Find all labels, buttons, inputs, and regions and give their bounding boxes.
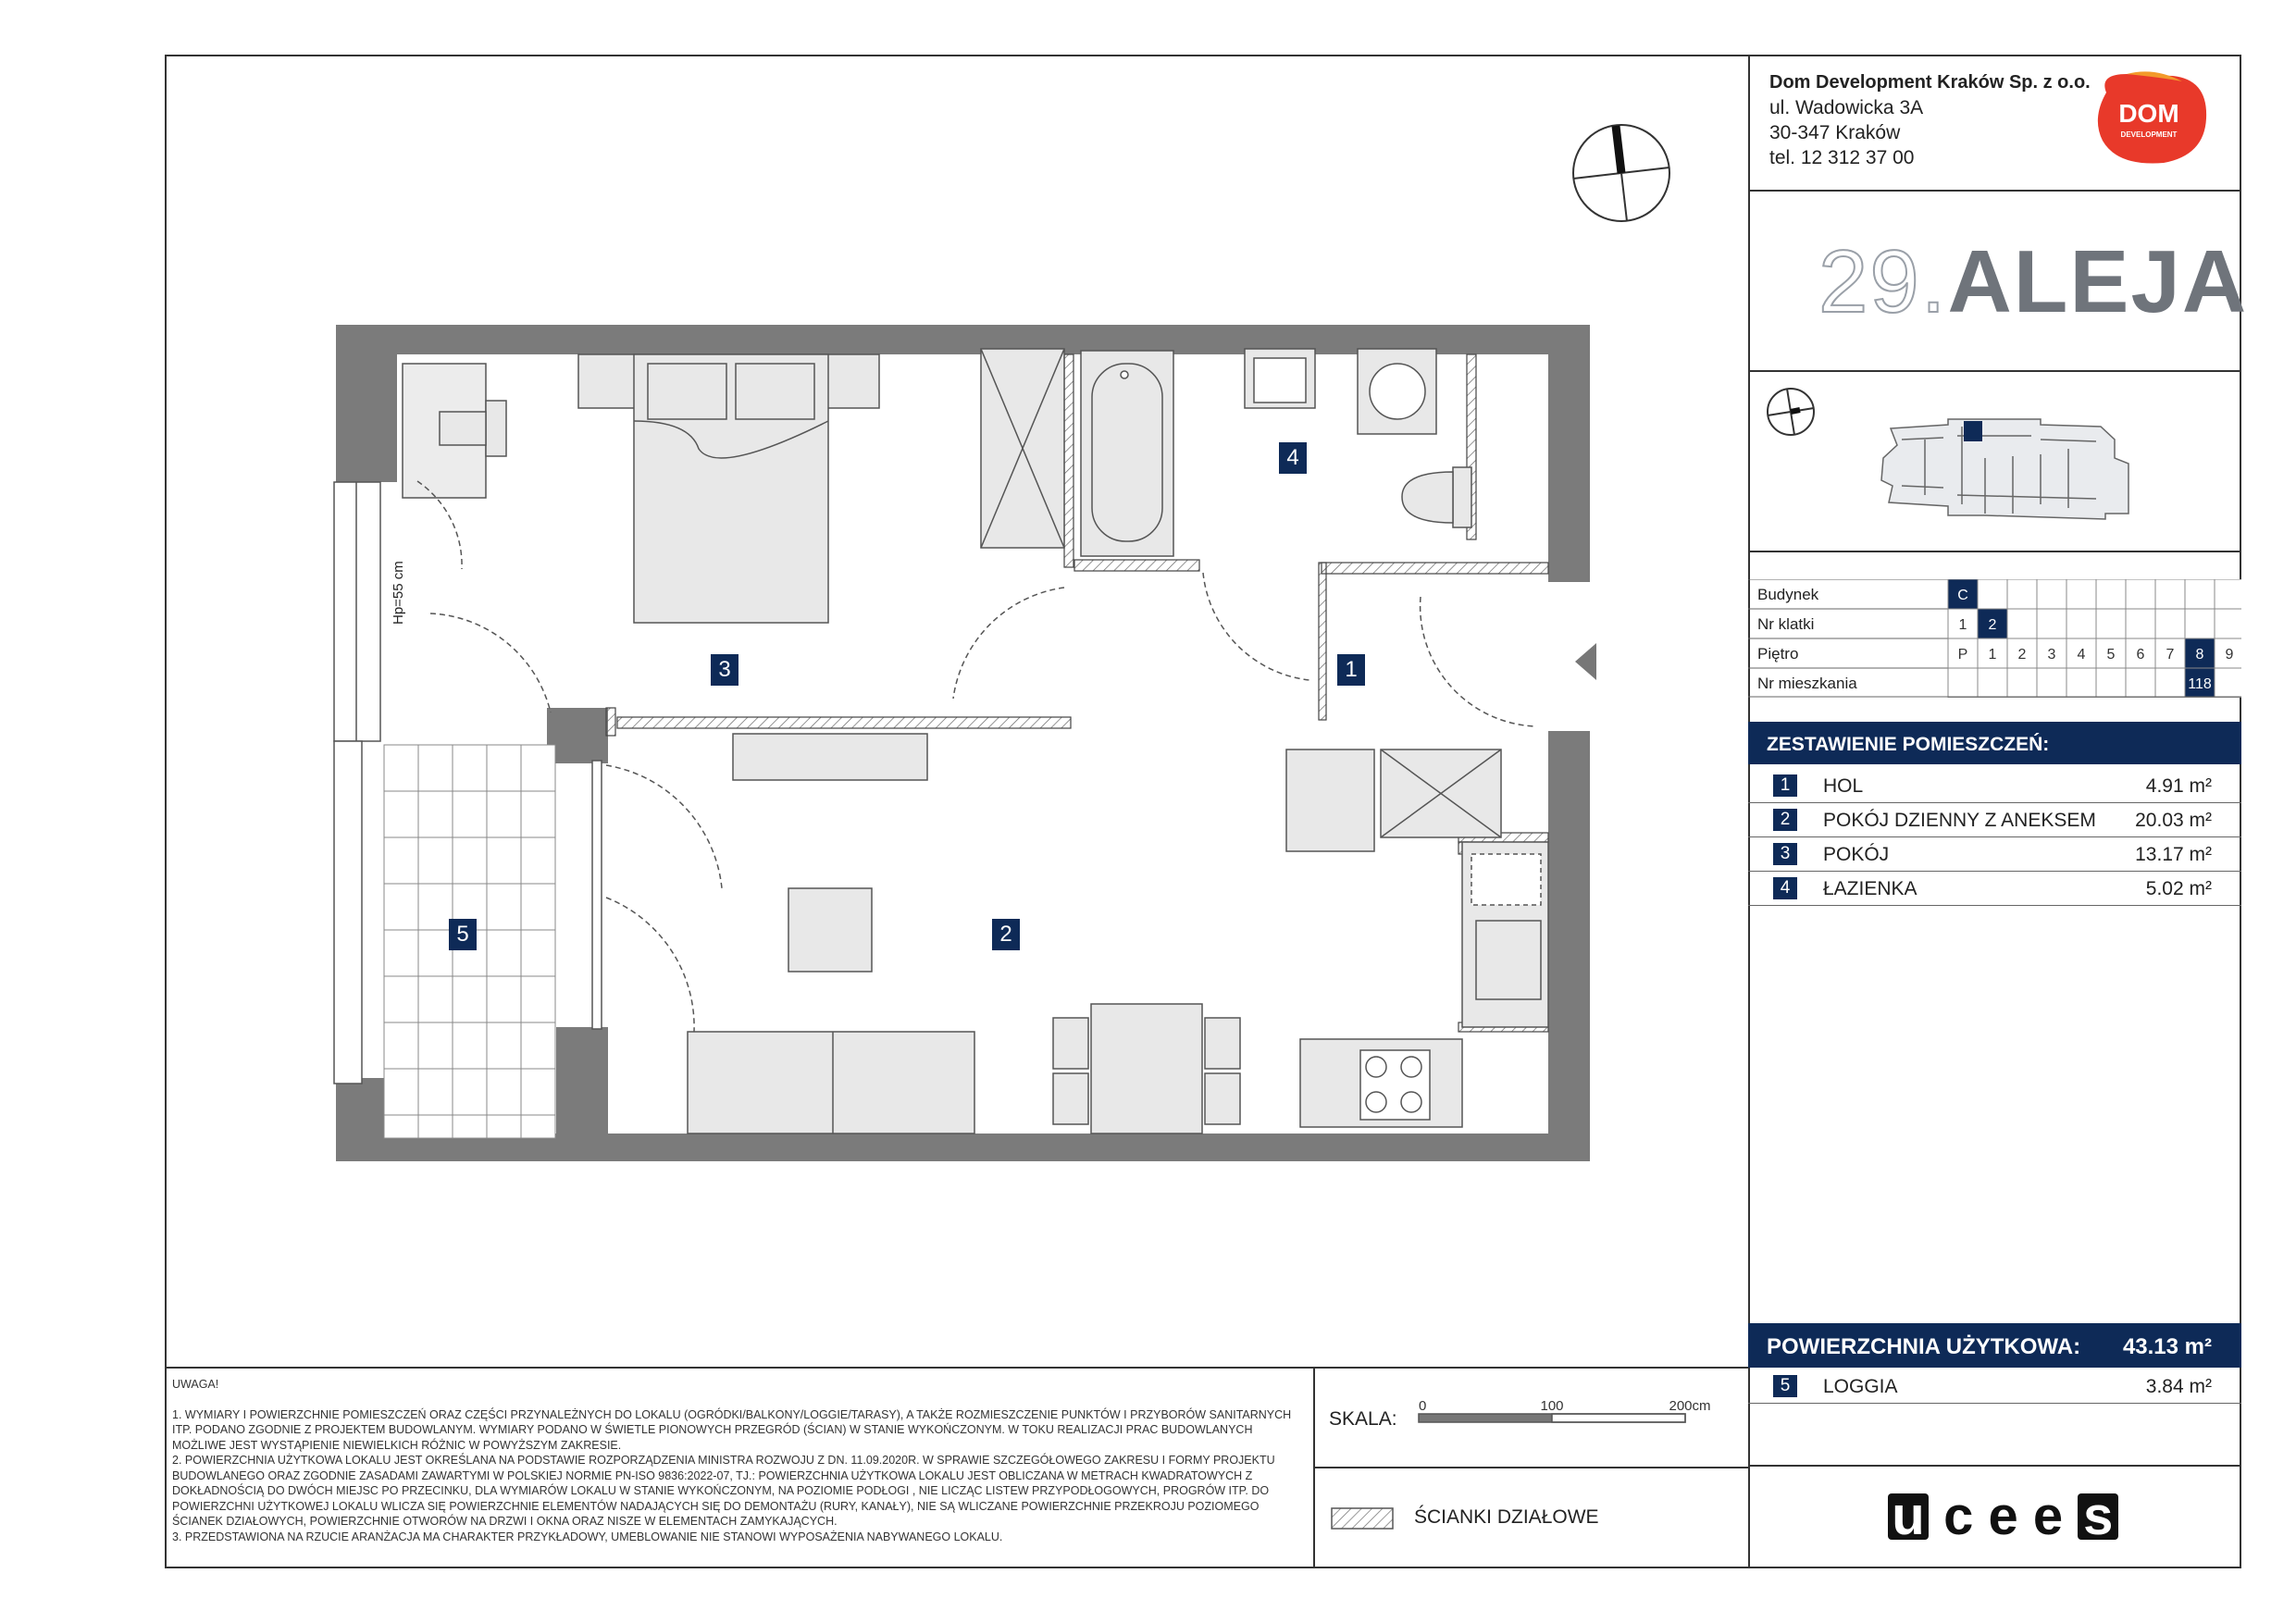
bedroom-furniture bbox=[403, 354, 879, 623]
living-furniture bbox=[688, 734, 1240, 1134]
floor-plan bbox=[329, 319, 1601, 1194]
room-label-2: 2 bbox=[992, 919, 1020, 950]
room-label-1: 1 bbox=[1337, 654, 1365, 686]
ucees-letter: s bbox=[2078, 1493, 2118, 1540]
note-1: 1. WYMIARY I POWIERZCHNIE POMIESZCZEŃ ORAZ CZĘŚCI PRZYNALEŻNYCH DO LOKALU (OGRÓDKI/BALKONY/LOGGIE/TARASY), A TAKŻE ROZMIESZCZENIE PUNKTÓW I PRZYBORÓW SANITARNYCH ITP. PODANO ZGODNIE Z PROJEKTEM BUDOWLANYM. WYMIARY PODANO W ŚWIETLE PIONOWYCH PRZEGRÓD (ŚCIAN) W STANIE WYKOŃCZONYM. W TOKU REALIZACJI PRAC BUDOWLANYCH MOŻLIWE JEST WYSTĄPIENIE NIEWIELKICH RÓŻNIC W POWYŻSZYM ZAKRESIE. bbox=[172, 1407, 1292, 1452]
unit-table-cell bbox=[2066, 579, 2096, 609]
row-line bbox=[1748, 1403, 2241, 1404]
compass-small-icon bbox=[1768, 389, 1814, 435]
rooms-summary-title: ZESTAWIENIE POMIESZCZEŃ: bbox=[1767, 734, 2050, 755]
ucees-logo bbox=[1888, 1486, 2118, 1546]
kitchen-fixtures bbox=[1286, 750, 1548, 1127]
project-logo-number: 29. bbox=[1818, 232, 1948, 331]
notes-block bbox=[172, 1377, 1292, 1544]
unit-table-value: 4 bbox=[2077, 647, 2086, 663]
unit-table-cell bbox=[2215, 668, 2241, 698]
project-logo bbox=[1818, 232, 2249, 331]
ucees-letter: e bbox=[1988, 1486, 2018, 1546]
unit-table-value: 2 bbox=[2017, 647, 2027, 663]
panel-line bbox=[1748, 1465, 2241, 1467]
room-name: POKÓJ DZIENNY Z ANEKSEM bbox=[1823, 810, 2096, 831]
unit-table-cell bbox=[2155, 609, 2185, 638]
room-area: 4.91 m² bbox=[2145, 775, 2212, 797]
room-name: ŁAZIENKA bbox=[1823, 878, 1917, 899]
ucees-letter: e bbox=[2032, 1486, 2064, 1546]
unit-table-cell bbox=[2066, 609, 2096, 638]
label-nr-mieszkania: Nr mieszkania bbox=[1757, 675, 1857, 692]
entrance-arrow-icon bbox=[1575, 643, 1596, 680]
panel-line bbox=[1748, 190, 2241, 192]
room-row bbox=[1769, 803, 2232, 836]
note-3: 3. PRZEDSTAWIONA NA RZUCIE ARANŻACJA MA CHARAKTER PRZYKŁADOWY, UMEBLOWANIE NIE STANOWI WYPOSAŻENIA NABYWANEGO LOKALU. bbox=[172, 1530, 1003, 1543]
unit-table-cell bbox=[1978, 668, 2007, 698]
unit-table-cell bbox=[2126, 609, 2155, 638]
total-area-value: 43.13 m² bbox=[2122, 1334, 2212, 1359]
scale-tick-0: 0 bbox=[1419, 1398, 1427, 1414]
panel-line bbox=[1748, 370, 2241, 372]
unit-table-cell bbox=[2185, 579, 2215, 609]
unit-table-cell bbox=[2066, 668, 2096, 698]
unit-table-cell bbox=[2215, 609, 2241, 638]
room-label-4: 4 bbox=[1279, 442, 1307, 474]
unit-table-cell bbox=[2126, 668, 2155, 698]
room-badge: 1 bbox=[1773, 774, 1797, 797]
logo-text-development: DEVELOPMENT bbox=[2120, 130, 2178, 139]
compass-icon bbox=[1569, 120, 1675, 227]
unit-table-value: 8 bbox=[2195, 647, 2204, 663]
unit-highlight bbox=[1964, 421, 1982, 441]
unit-table-cell bbox=[2155, 579, 2185, 609]
bottom-strip-divider bbox=[165, 1367, 1749, 1369]
unit-table-cell bbox=[2007, 609, 2037, 638]
unit-table-value: 9 bbox=[2225, 647, 2234, 663]
scale-bar bbox=[1416, 1395, 1740, 1432]
ucees-letter: u bbox=[1888, 1493, 1929, 1540]
room-area: 3.84 m² bbox=[2145, 1376, 2212, 1397]
project-logo-name: ALEJA bbox=[1947, 232, 2249, 331]
unit-table-value: 118 bbox=[2188, 676, 2212, 692]
partition-legend-swatch bbox=[1331, 1507, 1394, 1530]
unit-table-cell bbox=[2037, 668, 2066, 698]
total-area-label: POWIERZCHNIA UŻYTKOWA: bbox=[1767, 1334, 2081, 1359]
scale-tick-200: 200cm bbox=[1669, 1398, 1711, 1414]
room-row bbox=[1769, 837, 2232, 871]
unit-table-cell bbox=[2037, 579, 2066, 609]
unit-table-cell bbox=[2096, 668, 2126, 698]
room-name: POKÓJ bbox=[1823, 844, 1890, 865]
unit-table-value: 7 bbox=[2166, 647, 2175, 663]
key-plan bbox=[1763, 384, 2226, 546]
unit-table-cell bbox=[1948, 668, 1978, 698]
room-area: 5.02 m² bbox=[2145, 878, 2212, 899]
unit-table-cell bbox=[2096, 579, 2126, 609]
unit-table-value: 1 bbox=[1958, 617, 1967, 633]
room-area: 20.03 m² bbox=[2135, 810, 2212, 831]
room-badge: 5 bbox=[1773, 1375, 1797, 1397]
room-name: LOGGIA bbox=[1823, 1376, 1898, 1397]
room-row bbox=[1769, 769, 2232, 802]
unit-table-cell bbox=[2037, 609, 2066, 638]
unit-table-value: 2 bbox=[1988, 617, 1997, 633]
label-pietro: Piętro bbox=[1757, 645, 1799, 663]
total-area-bar bbox=[1748, 1323, 2241, 1368]
unit-table-cell bbox=[2155, 668, 2185, 698]
company-city: 30-347 Kraków bbox=[1769, 122, 1901, 143]
unit-table-cell bbox=[2185, 609, 2215, 638]
unit-table-cell bbox=[1978, 579, 2007, 609]
logo-text-dom: DOM bbox=[2118, 99, 2179, 128]
unit-table-cell bbox=[2215, 579, 2241, 609]
unit-table-cell bbox=[2096, 609, 2126, 638]
row-line bbox=[1748, 905, 2241, 906]
unit-table-value: P bbox=[1957, 647, 1968, 663]
hp-note: Hp=55 cm bbox=[391, 561, 406, 625]
room-area: 13.17 m² bbox=[2135, 844, 2212, 865]
scale-label: SKALA: bbox=[1329, 1408, 1397, 1430]
unit-table-value: 3 bbox=[2047, 647, 2056, 663]
company-street: ul. Wadowicka 3A bbox=[1769, 97, 1924, 118]
room-label-3: 3 bbox=[711, 654, 738, 686]
unit-info-table bbox=[1748, 579, 2241, 698]
unit-table-value: 6 bbox=[2136, 647, 2145, 663]
bathroom-fixtures bbox=[981, 349, 1471, 556]
company-address bbox=[1769, 70, 2091, 170]
legend-divider bbox=[1313, 1467, 1749, 1468]
room-label-5: 5 bbox=[449, 919, 477, 950]
room-badge: 3 bbox=[1773, 843, 1797, 865]
room-badge: 2 bbox=[1773, 809, 1797, 831]
unit-table-cell bbox=[2126, 579, 2155, 609]
label-nr-klatki: Nr klatki bbox=[1757, 615, 1815, 633]
unit-table-cell bbox=[2007, 668, 2037, 698]
unit-table-cell bbox=[2007, 579, 2037, 609]
room-row-loggia bbox=[1769, 1369, 2232, 1403]
panel-line bbox=[1748, 551, 2241, 552]
ucees-letter: c bbox=[1943, 1486, 1974, 1546]
note-2: 2. POWIERZCHNIA UŻYTKOWA LOKALU JEST OKREŚLANA NA PODSTAWIE ROZPORZĄDZENIA MINISTRA ROZWOJU Z DN. 11.09.2020R. W SPRAWIE SZCZEGÓŁOWEGO ZAKRESU I FORMY PROJEKTU BUDOWLANEGO ORAZ ZGODNIE ZASADAMI ZAWARTYMI W POLSKIEJ NORMIE PN-ISO 9836:2022-07, TJ.: POWIERZCHNIA UŻYTKOWA LOKALU JEST OBLICZANA W METRACH KWADRATOWYCH Z DOKŁADNOŚCIĄ DO DWÓCH MIEJSC PO PRZECINKU, DLA WYMIARÓW LOKALU W STANIE WYKOŃCZONYM, NA POZIOMIE PODŁOGI , NIE LICZĄC LISTEW PRZYPODŁOGOWYCH, PROGRÓW ITP. DO POWIERZCHNI UŻYTKOWEJ LOKALU WLICZA SIĘ POWIERZCHNIE ELEMENTÓW NADAJĄCYCH SIĘ DO DEMONTAŻU (RURY, KANAŁY), NIE SĄ WLICZANE POWIERZCHNIE PRZEKROJU POZIOMEGO ŚCIANEK DZIAŁOWYCH, POWIERZCHNIE OTWORÓW NA DRZWI I OKNA ORAZ NISZE W ELEMENTACH ZAMYKAJĄCYCH. bbox=[172, 1454, 1275, 1528]
label-budynek: Budynek bbox=[1757, 586, 1819, 603]
rooms-summary-header bbox=[1748, 722, 2241, 764]
unit-table-value: C bbox=[1957, 588, 1968, 603]
dom-development-logo bbox=[2090, 67, 2210, 168]
unit-table-value: 1 bbox=[1988, 647, 1997, 663]
company-phone: tel. 12 312 37 00 bbox=[1769, 147, 1915, 168]
room-name: HOL bbox=[1823, 775, 1864, 797]
company-name: Dom Development Kraków Sp. z o.o. bbox=[1769, 72, 2091, 93]
partition-legend-label: ŚCIANKI DZIAŁOWE bbox=[1414, 1506, 1599, 1528]
scale-tick-100: 100 bbox=[1540, 1398, 1564, 1414]
room-row bbox=[1769, 872, 2232, 905]
room-badge: 4 bbox=[1773, 877, 1797, 899]
unit-table-value: 5 bbox=[2106, 647, 2116, 663]
notes-title: UWAGA! bbox=[172, 1378, 219, 1391]
building-outline bbox=[1881, 419, 2128, 519]
